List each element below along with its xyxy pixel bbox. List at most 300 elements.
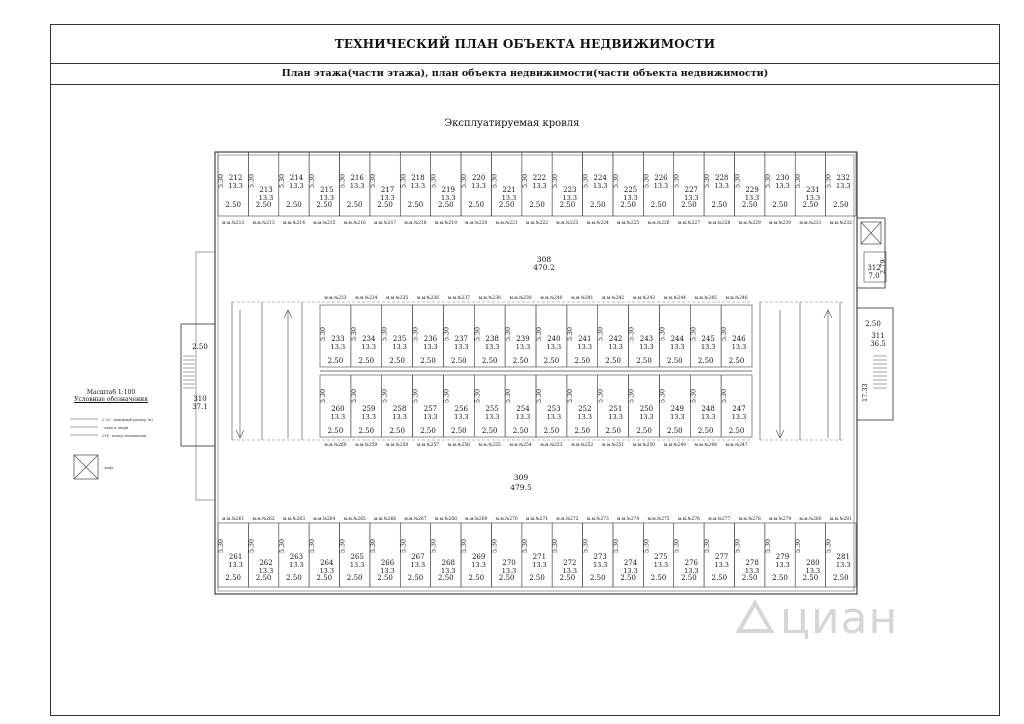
space-number-279: 279 [775,553,790,561]
space-area-230: 13.3 [775,182,790,190]
space-width-269: 2.50 [468,574,485,582]
space-area-253: 13.3 [546,413,562,421]
space-number-214: 214 [289,174,304,182]
space-number-242: 242 [608,335,623,343]
space-depth-222: 5.30 [521,173,529,188]
space-number-230: 230 [775,174,790,182]
room-310-area: 37.1 [192,403,208,411]
space-width-272: 2.50 [559,574,576,582]
space-width-212: 2.50 [225,201,241,209]
space-area-229: 13.3 [744,194,760,202]
space-area-239: 13.3 [515,343,531,351]
space-area-228: 13.3 [714,182,729,190]
space-label-277: м.м.№277 [708,517,731,522]
space-area-218: 13.3 [410,182,426,190]
space-area-249: 13.3 [670,413,685,421]
space-number-272: 272 [563,559,577,567]
space-number-222: 222 [532,174,547,182]
space-depth-228: 5.30 [704,173,712,188]
space-area-232: 13.3 [835,182,851,190]
space-number-236: 236 [423,335,438,343]
space-depth-262: 5.30 [248,538,256,553]
space-area-261: 13.3 [228,561,243,569]
space-depth-246: 5.30 [721,326,729,341]
space-number-257: 257 [423,405,438,413]
space-width-231: 2.50 [802,201,819,209]
space-depth-224: 5.30 [582,173,590,188]
space-width-221: 2.50 [498,201,515,209]
space-area-277: 13.3 [714,561,729,569]
space-label-225: м.м.№225 [617,221,640,226]
space-width-274: 2.50 [620,574,636,582]
space-depth-266: 5.30 [369,538,377,553]
space-width-271: 2.50 [529,574,545,582]
space-area-264: 13.3 [319,567,335,575]
space-label-238: м.м.№238 [478,296,501,301]
space-area-251: 13.3 [608,413,623,421]
space-label-249: м.м.№249 [663,443,686,448]
space-area-247: 13.3 [731,413,747,421]
space-area-258: 13.3 [392,413,407,421]
space-width-233: 2.50 [327,357,344,365]
space-depth-276: 5.30 [673,538,681,553]
space-width-256: 2.50 [451,427,467,435]
space-area-244: 13.3 [670,343,685,351]
space-area-231: 13.3 [805,194,821,202]
space-width-250: 2.50 [636,427,652,435]
space-depth-233: 5.30 [320,326,327,341]
space-number-281: 281 [836,553,850,561]
space-number-256: 256 [454,405,469,413]
space-area-252: 13.3 [577,413,592,421]
space-number-266: 266 [380,559,395,567]
space-depth-274: 5.30 [612,538,620,553]
space-depth-215: 5.30 [309,173,317,188]
space-number-270: 270 [502,559,516,567]
space-number-258: 258 [392,405,407,413]
space-depth-259: 5.30 [350,388,358,403]
space-width-261: 2.50 [225,574,241,582]
space-width-278: 2.50 [741,574,758,582]
space-depth-269: 5.30 [461,538,469,553]
space-number-229: 229 [745,186,759,194]
space-depth-217: 5.30 [369,173,377,188]
space-area-266: 13.3 [380,567,395,575]
space-label-212: м.м.№212 [222,221,245,226]
space-number-244: 244 [670,335,685,343]
space-number-249: 249 [670,405,685,413]
space-depth-270: 5.30 [491,538,499,553]
space-width-259: 2.50 [358,427,375,435]
space-area-250: 13.3 [639,413,654,421]
space-width-249: 2.50 [667,427,683,435]
space-area-267: 13.3 [410,561,426,569]
space-number-252: 252 [578,405,592,413]
legend-item-lift: - лифт [102,466,114,470]
space-label-221: м.м.№221 [495,221,518,226]
legend-item-room-number: 294 - номер помещения [102,434,147,438]
room-309-number: 309 [513,473,529,482]
space-area-248: 13.3 [700,413,716,421]
space-number-278: 278 [745,559,759,567]
space-number-216: 216 [350,174,364,182]
space-area-233: 13.3 [330,343,346,351]
space-width-218: 2.50 [407,201,424,209]
space-width-219: 2.50 [438,201,454,209]
space-area-224: 13.3 [592,182,608,190]
space-area-213: 13.3 [258,194,274,202]
space-depth-267: 5.30 [400,538,408,553]
space-label-281: м.м.№281 [829,517,852,522]
space-width-270: 2.50 [498,574,515,582]
space-label-259: м.м.№259 [355,443,378,448]
space-label-236: м.м.№236 [416,296,440,301]
space-area-217: 13.3 [380,194,395,202]
space-depth-252: 5.30 [566,388,574,403]
space-width-268: 2.50 [438,574,454,582]
space-label-251: м.м.№251 [602,443,625,448]
space-depth-237: 5.30 [443,326,451,341]
space-width-275: 2.50 [650,574,667,582]
room-312-dim: 2.79 [879,259,887,274]
space-label-243: м.м.№243 [632,296,656,301]
space-width-262: 2.50 [255,574,272,582]
space-depth-220: 5.30 [461,173,469,188]
space-depth-268: 5.30 [430,538,438,553]
space-width-273: 2.50 [589,574,606,582]
space-number-269: 269 [471,553,486,561]
space-width-257: 2.50 [420,427,436,435]
space-width-251: 2.50 [605,427,621,435]
space-label-233: м.м.№233 [324,296,347,301]
space-number-219: 219 [441,186,455,194]
space-label-276: м.м.№276 [677,517,700,522]
space-area-268: 13.3 [441,567,456,575]
space-label-217: м.м.№217 [374,221,397,226]
space-area-257: 13.3 [423,413,438,421]
space-label-220: м.м.№220 [465,221,488,226]
space-depth-235: 5.30 [381,326,389,341]
space-depth-244: 5.30 [659,326,667,341]
space-width-260: 2.50 [327,427,344,435]
space-width-248: 2.50 [697,427,714,435]
space-depth-213: 5.30 [248,173,256,188]
space-width-214: 2.50 [286,201,302,209]
space-width-229: 2.50 [741,201,758,209]
space-area-281: 13.3 [835,561,851,569]
space-number-212: 212 [228,174,243,182]
space-label-264: м.м.№264 [313,517,336,522]
space-area-212: 13.3 [228,182,243,190]
space-number-261: 261 [228,553,243,561]
space-depth-229: 5.30 [734,173,742,188]
space-label-279: м.м.№279 [768,517,792,522]
space-area-223: 13.3 [562,194,578,202]
space-width-276: 2.50 [681,574,697,582]
space-area-226: 13.3 [653,182,669,190]
space-width-225: 2.50 [620,201,636,209]
space-area-235: 13.3 [392,343,407,351]
space-label-269: м.м.№269 [465,517,488,522]
space-depth-238: 5.30 [474,326,482,341]
space-area-259: 13.3 [361,413,376,421]
space-label-267: м.м.№267 [404,517,427,522]
space-label-228: м.м.№228 [708,221,731,226]
space-area-214: 13.3 [289,182,304,190]
space-area-260: 13.3 [330,413,346,421]
space-number-280: 280 [806,559,820,567]
space-area-254: 13.3 [515,413,531,421]
room-310-width: 2.50 [192,343,208,351]
space-number-240: 240 [547,335,561,343]
space-width-237: 2.50 [451,357,467,365]
space-area-246: 13.3 [731,343,747,351]
left-wall-core [196,252,215,500]
space-width-280: 2.50 [802,574,819,582]
space-label-263: м.м.№263 [282,517,306,522]
room-311-number: 311 [871,332,885,340]
space-number-238: 238 [485,335,499,343]
space-number-233: 233 [331,335,345,343]
space-depth-239: 5.30 [505,326,513,341]
space-depth-221: 5.30 [491,173,499,188]
space-label-213: м.м.№213 [252,221,275,226]
space-depth-232: 5.30 [825,173,833,188]
space-width-266: 2.50 [377,574,393,582]
space-area-216: 13.3 [349,182,365,190]
room-312-area: 7.0 [868,272,880,280]
space-label-231: м.м.№231 [799,221,822,226]
space-label-258: м.м.№258 [386,443,409,448]
room-311-area: 36.5 [870,340,886,348]
space-width-235: 2.50 [389,357,405,365]
room-308-area: 470.2 [533,263,555,272]
space-number-235: 235 [392,335,407,343]
space-number-215: 215 [320,186,334,194]
space-area-227: 13.3 [684,194,699,202]
space-width-246: 2.50 [728,357,745,365]
room-311-length: 17.33 [861,383,869,402]
space-width-222: 2.50 [529,201,545,209]
space-depth-278: 5.30 [734,538,742,553]
space-area-242: 13.3 [608,343,623,351]
space-width-230: 2.50 [772,201,788,209]
space-area-270: 13.3 [501,567,517,575]
space-area-220: 13.3 [471,182,486,190]
space-number-232: 232 [836,174,850,182]
space-number-265: 265 [350,553,364,561]
space-label-247: м.м.№247 [725,443,748,448]
space-number-253: 253 [547,405,561,413]
space-label-229: м.м.№229 [738,221,761,226]
space-number-250: 250 [639,405,654,413]
space-number-213: 213 [259,186,273,194]
space-depth-273: 5.30 [582,538,590,553]
space-label-215: м.м.№215 [313,221,336,226]
space-area-278: 13.3 [744,567,760,575]
space-number-264: 264 [320,559,334,567]
space-label-240: м.м.№240 [540,296,563,301]
space-number-217: 217 [380,186,395,194]
legend-item-dimension: 2.50 - линейный размер (м) [102,418,153,422]
space-label-235: м.м.№235 [386,296,409,301]
legend [66,389,156,403]
space-number-267: 267 [411,553,425,561]
space-width-234: 2.50 [358,357,375,365]
space-depth-226: 5.30 [643,173,651,188]
space-number-248: 248 [701,405,715,413]
space-label-237: м.м.№237 [447,296,470,301]
space-width-242: 2.50 [605,357,621,365]
space-number-251: 251 [608,405,623,413]
legend-scale: Масштаб 1:100 [86,389,136,396]
space-area-273: 13.3 [592,561,608,569]
space-depth-272: 5.30 [552,538,560,553]
space-width-236: 2.50 [420,357,436,365]
space-label-234: м.м.№234 [355,296,378,301]
space-area-276: 13.3 [684,567,699,575]
space-label-239: м.м.№239 [509,296,532,301]
space-number-234: 234 [362,335,376,343]
space-depth-254: 5.30 [505,388,513,403]
room-308-number: 308 [536,255,552,264]
space-width-227: 2.50 [681,201,697,209]
space-label-254: м.м.№254 [509,443,532,448]
space-area-279: 13.3 [775,561,790,569]
space-area-255: 13.3 [484,413,500,421]
space-label-245: м.м.№245 [694,296,717,301]
space-width-228: 2.50 [711,201,728,209]
space-area-234: 13.3 [361,343,376,351]
space-depth-258: 5.30 [381,388,389,403]
space-label-278: м.м.№278 [738,517,761,522]
space-number-263: 263 [289,553,304,561]
space-depth-263: 5.30 [278,538,286,553]
space-depth-241: 5.30 [566,326,574,341]
space-label-260: м.м.№260 [324,443,347,448]
space-depth-227: 5.30 [673,173,681,188]
space-width-252: 2.50 [574,427,591,435]
space-number-271: 271 [532,553,547,561]
space-depth-279: 5.30 [764,538,772,553]
space-area-262: 13.3 [258,567,274,575]
space-label-272: м.м.№272 [556,517,579,522]
space-label-227: м.м.№227 [677,221,700,226]
space-number-243: 243 [639,335,654,343]
space-depth-212: 5.30 [218,173,225,188]
space-label-241: м.м.№241 [571,296,594,301]
space-area-221: 13.3 [501,194,517,202]
space-number-275: 275 [654,553,668,561]
space-number-241: 241 [578,335,592,343]
space-label-261: м.м.№261 [222,517,245,522]
space-area-245: 13.3 [700,343,716,351]
space-width-243: 2.50 [636,357,652,365]
space-area-272: 13.3 [562,567,578,575]
space-number-227: 227 [684,186,699,194]
space-label-280: м.м.№280 [799,517,822,522]
space-number-246: 246 [732,335,746,343]
space-width-277: 2.50 [711,574,728,582]
space-area-225: 13.3 [623,194,638,202]
space-label-242: м.м.№242 [602,296,625,301]
space-depth-257: 5.30 [412,388,420,403]
space-area-265: 13.3 [349,561,365,569]
space-depth-247: 5.30 [721,388,729,403]
space-width-265: 2.50 [346,574,363,582]
space-number-254: 254 [516,405,530,413]
space-number-245: 245 [701,335,715,343]
document-title: ТЕХНИЧЕСКИЙ ПЛАН ОБЪЕКТА НЕДВИЖИМОСТИ [50,24,1000,64]
building-outline [215,152,857,594]
space-depth-275: 5.30 [643,538,651,553]
space-area-269: 13.3 [471,561,486,569]
space-depth-225: 5.30 [612,173,620,188]
space-width-281: 2.50 [833,574,849,582]
space-area-275: 13.3 [653,561,669,569]
space-label-216: м.м.№216 [343,221,366,226]
space-number-231: 231 [806,186,820,194]
space-depth-230: 5.30 [764,173,772,188]
space-depth-261: 5.30 [218,538,225,553]
space-width-220: 2.50 [468,201,485,209]
space-width-244: 2.50 [667,357,683,365]
space-area-236: 13.3 [423,343,438,351]
space-number-226: 226 [654,174,668,182]
space-width-247: 2.50 [728,427,745,435]
space-label-248: м.м.№248 [694,443,717,448]
space-label-219: м.м.№219 [434,221,457,226]
space-depth-265: 5.30 [339,538,347,553]
space-number-262: 262 [259,559,273,567]
space-label-271: м.м.№271 [525,517,549,522]
space-area-271: 13.3 [532,561,547,569]
space-depth-218: 5.30 [400,173,408,188]
space-area-219: 13.3 [441,194,456,202]
space-depth-260: 5.30 [320,388,327,403]
space-area-238: 13.3 [484,343,500,351]
space-width-245: 2.50 [697,357,714,365]
space-label-252: м.м.№252 [571,443,594,448]
space-label-250: м.м.№250 [632,443,656,448]
space-width-279: 2.50 [772,574,788,582]
space-area-215: 13.3 [319,194,335,202]
space-number-221: 221 [502,186,516,194]
space-area-240: 13.3 [546,343,562,351]
space-label-226: м.м.№226 [647,221,670,226]
space-label-223: м.м.№223 [556,221,579,226]
space-label-265: м.м.№265 [343,517,366,522]
space-label-273: м.м.№273 [586,517,609,522]
space-width-255: 2.50 [481,427,498,435]
space-width-258: 2.50 [389,427,405,435]
space-depth-250: 5.30 [628,388,636,403]
space-number-239: 239 [516,335,530,343]
space-depth-219: 5.30 [430,173,438,188]
space-depth-242: 5.30 [597,326,605,341]
space-width-216: 2.50 [346,201,363,209]
space-width-254: 2.50 [512,427,529,435]
space-number-220: 220 [471,174,486,182]
room-312-number: 312 [867,264,881,272]
space-number-237: 237 [454,335,469,343]
space-number-268: 268 [441,559,455,567]
space-depth-255: 5.30 [474,388,482,403]
space-label-257: м.м.№257 [416,443,440,448]
space-depth-236: 5.30 [412,326,420,341]
space-depth-277: 5.30 [704,538,712,553]
space-depth-271: 5.30 [521,538,529,553]
